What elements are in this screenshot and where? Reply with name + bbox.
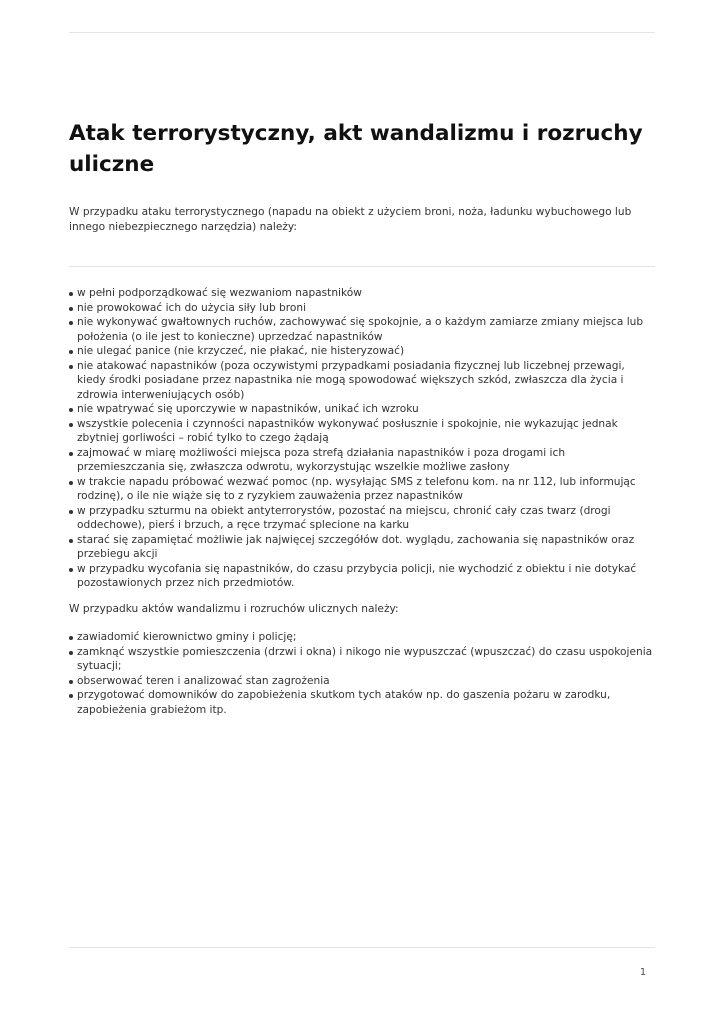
intro-paragraph: W przypadku ataku terrorystycznego (napadu na obiekt z użyciem broni, noża, ładunku wybuchowego lub innego niebezpiecznego narzędzia) należy: [69, 206, 632, 233]
list-item: zajmować w miarę możliwości miejsca poza strefą działania napastników i poza drogami ich przemieszczania się, zwłaszcza odwrotu, wykorzystując wszelkie możliwe zasłony [69, 446, 655, 475]
footer-divider [69, 947, 655, 948]
list-item: nie wykonywać gwałtownych ruchów, zachowywać się spokojnie, a o każdym zamiarze zmiany miejsca lub położenia (o ile jest to konieczne) uprzedzać napastników [69, 315, 655, 344]
list-item: wszystkie polecenia i czynności napastników wykonywać posłusznie i spokojnie, nie wykazując jednak zbytniej gorliwości – robić tylko to czego żądają [69, 417, 655, 446]
page-number: 1 [639, 967, 646, 978]
list-item: zamknąć wszystkie pomieszczenia (drzwi i okna) i nikogo nie wypuszczać (wpuszczać) do czasu uspokojenia sytuacji; [69, 645, 655, 674]
list-item: nie prowokować ich do użycia siły lub broni [69, 301, 655, 316]
list-item: starać się zapamiętać możliwie jak najwięcej szczegółów dot. wyglądu, zachowania się napastników oraz przebiegu akcji [69, 533, 655, 562]
list-item: w pełni podporządkować się wezwaniom napastników [69, 286, 655, 301]
header-divider [69, 32, 655, 33]
list-item: nie atakować napastników (poza oczywistymi przypadkami posiadania fizycznej lub liczebnej przewagi, kiedy środki posiadane przez napastnika nie mogą spowodować większych szkód, zwłaszcza dla życia i zdrowia interweniujących osób) [69, 359, 655, 403]
list-item: w przypadku wycofania się napastników, do czasu przybycia policji, nie wychodzić z obiektu i nie dotykać pozostawionych przez nich przedmiotów. [69, 562, 655, 591]
vandalism-guidelines-list [69, 630, 655, 717]
list-item: obserwować teren i analizować stan zagrożenia [69, 674, 655, 689]
vandalism-intro-paragraph: W przypadku aktów wandalizmu i rozruchów ulicznych należy: [69, 603, 399, 615]
list-item: w przypadku szturmu na obiekt antyterrorystów, pozostać na miejscu, chronić cały czas twarz (drogi oddechowe), pierś i brzuch, a ręce trzymać splecione na karku [69, 504, 655, 533]
section-divider [69, 266, 655, 267]
page-title: Atak terrorystyczny, akt wandalizmu i rozruchy uliczne [69, 121, 643, 177]
list-item: nie wpatrywać się uporczywie w napastników, unikać ich wzroku [69, 402, 655, 417]
list-item: w trakcie napadu próbować wezwać pomoc (np. wysyłając SMS z telefonu kom. na nr 112, lub informując rodzinę), o ile nie wiąże się to z ryzykiem zauważenia przez napastników [69, 475, 655, 504]
list-item: nie ulegać panice (nie krzyczeć, nie płakać, nie histeryzować) [69, 344, 655, 359]
list-item: zawiadomić kierownictwo gminy i policję; [69, 630, 655, 645]
terror-guidelines-list [69, 286, 655, 591]
list-item: przygotować domowników do zapobieżenia skutkom tych ataków np. do gaszenia pożaru w zarodku, zapobieżenia grabieżom itp. [69, 688, 655, 717]
